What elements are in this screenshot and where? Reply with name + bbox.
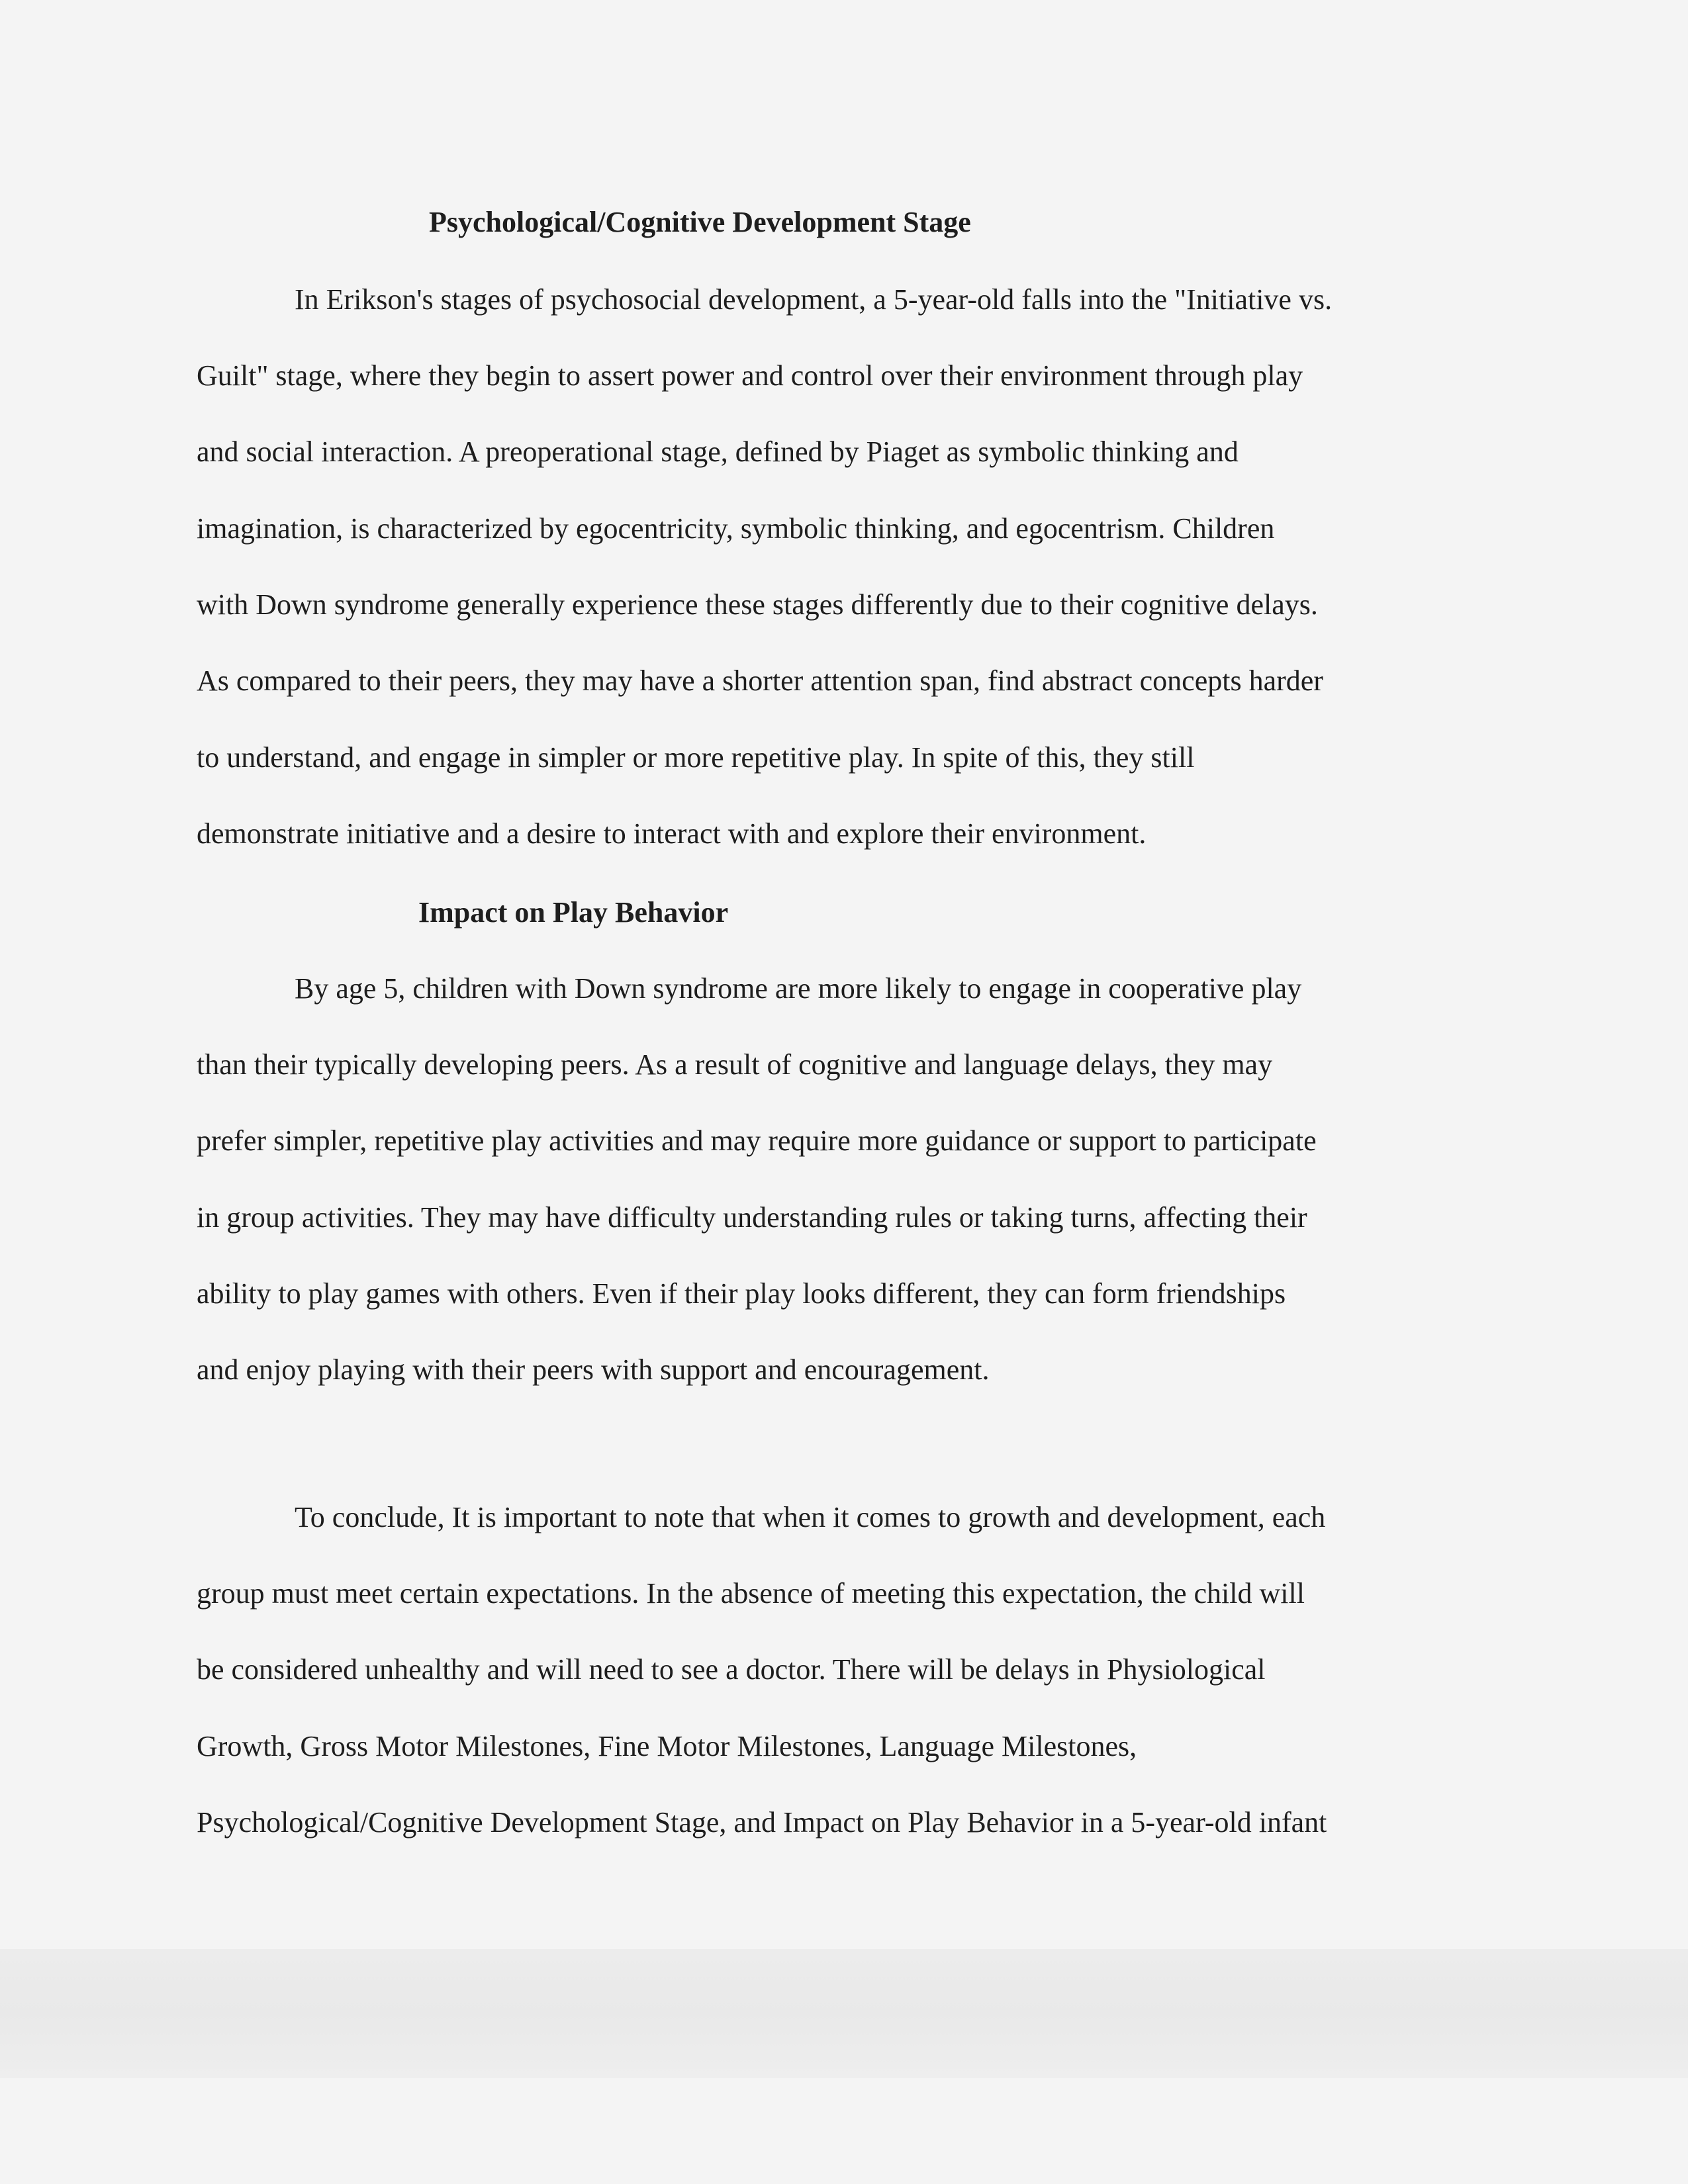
- paragraph-line: to understand, and engage in simpler or more repetitive play. In spite of this, they still: [197, 741, 1195, 774]
- conclusion-line: be considered unhealthy and will need to see a doctor. There will be delays in Physiological: [197, 1653, 1266, 1686]
- conclusion-line: To conclude, It is important to note that when it comes to growth and development, each: [295, 1501, 1326, 1533]
- paragraph-line: As compared to their peers, they may have a shorter attention span, find abstract concepts harder: [197, 664, 1323, 697]
- paragraph-line: prefer simpler, repetitive play activities and may require more guidance or support to participate: [197, 1124, 1317, 1157]
- paragraph-line: in group activities. They may have difficulty understanding rules or taking turns, affecting their: [197, 1201, 1307, 1234]
- section-heading-play: Impact on Play Behavior: [418, 896, 729, 929]
- paragraph-line: By age 5, children with Down syndrome are more likely to engage in cooperative play: [295, 972, 1302, 1005]
- paragraph-line: ability to play games with others. Even if their play looks different, they can form friendships: [197, 1277, 1286, 1310]
- paragraph-line: and social interaction. A preoperational stage, defined by Piaget as symbolic thinking and: [197, 435, 1239, 468]
- paragraph-line: imagination, is characterized by egocentricity, symbolic thinking, and egocentrism. Children: [197, 512, 1275, 545]
- paragraph-line: and enjoy playing with their peers with support and encouragement.: [197, 1353, 990, 1386]
- section-heading-cognitive: Psychological/Cognitive Development Stage: [429, 206, 971, 238]
- paragraph-line: demonstrate initiative and a desire to interact with and explore their environment.: [197, 817, 1147, 850]
- conclusion-line: Growth, Gross Motor Milestones, Fine Motor Milestones, Language Milestones,: [197, 1730, 1137, 1762]
- paragraph-line: Guilt" stage, where they begin to assert power and control over their environment through play: [197, 359, 1303, 392]
- conclusion-line: Psychological/Cognitive Development Stage, and Impact on Play Behavior in a 5-year-old infant: [197, 1806, 1327, 1839]
- conclusion-line: group must meet certain expectations. In the absence of meeting this expectation, the child will: [197, 1577, 1305, 1610]
- scan-shadow-band: [0, 1949, 1688, 2078]
- paragraph-line: than their typically developing peers. As a result of cognitive and language delays, they may: [197, 1048, 1273, 1081]
- paragraph-line: In Erikson's stages of psychosocial development, a 5-year-old falls into the "Initiative vs.: [295, 283, 1333, 316]
- paragraph-line: with Down syndrome generally experience these stages differently due to their cognitive delays.: [197, 588, 1318, 621]
